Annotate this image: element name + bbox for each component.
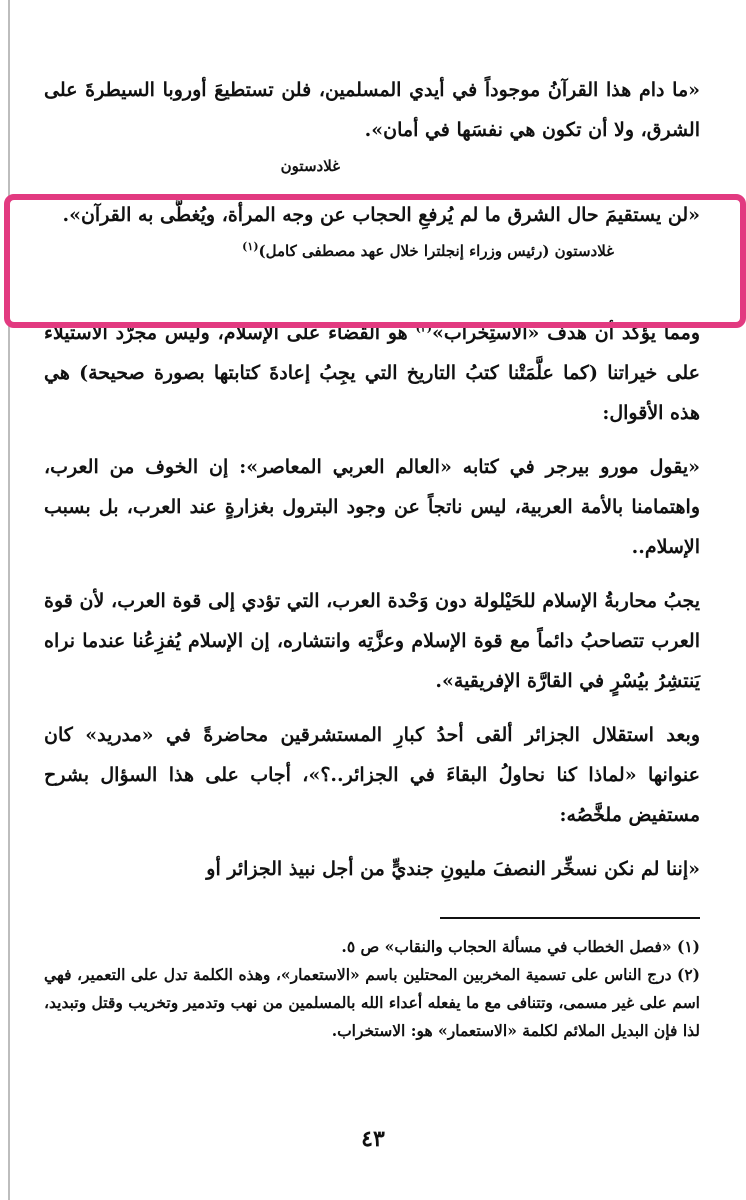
footnote-ref-1: (١)	[242, 240, 259, 253]
paragraph-3-start: ومما يؤكد أن هدف «الاستِخْراب»	[431, 322, 701, 344]
paragraph-4: «يقول مورو بيرجر في كتابه «العالم العربي المعاصر»: إن الخوف من العرب، واهتمامنا بالأمة العربية، ليس ناتجاً عن وجود البترول بغزارةٍ عند العرب، بل بسبب الإسلام..	[44, 456, 700, 558]
footnote-ref-2: (٢)	[415, 321, 432, 335]
paragraph-3	[44, 313, 700, 433]
attribution-2-text: غلادستون (رئيس وزراء إنجلترا خلال عهد مصطفى كامل)	[258, 242, 614, 260]
attribution-1: غلادستون	[280, 157, 340, 175]
book-page	[44, 70, 700, 1045]
paragraph-3-end: هو القضاءُ على الإسلام، وليس مجرَّد الاستيلاء على خيراتنا (كما علَّمَتْنا كتبُ التاريخ التي يجِبُ إعادةَ كتابتها بصورة صحيحة) هي هذه الأقوال:	[44, 322, 700, 424]
paragraph-5: يجبُ محاربةُ الإسلام للحَيْلولة دون وَحْدة العرب، التي تؤدي إلى قوة العرب، لأن قوة العرب تتصاحبُ دائماً مع قوة الإسلام وعزَّتِه وانتشاره، إن الإسلام يُفزِعُنا عندما نراه يَنتشِرُ بيُسْرٍ في القارَّة الإفريقية».	[44, 590, 700, 692]
quote-2: «لن يستقيمَ حال الشرق ما لم يُرفعِ الحجاب عن وجه المرأة، ويُغطَّى به القرآن».	[62, 204, 700, 226]
quote-1: «ما دام هذا القرآنُ موجوداً في أيدي المسلمين، فلن تستطيعَ أوروبا السيطرةَ على الشرق، ولا أن تكون هي نفسَها في أمان».	[44, 79, 700, 141]
page-edge	[8, 0, 10, 1200]
footnote-1: (١) «فصل الخطاب في مسألة الحجاب والنقاب» ص ٥.	[341, 937, 700, 956]
paragraph-7: «إننا لم نكن نسخِّر النصفَ مليونِ جنديٍّ من أجل نبيذ الجزائر أو	[206, 858, 700, 880]
highlight-box	[4, 194, 746, 328]
footnote-divider	[440, 917, 700, 919]
page-number: ٤٣	[361, 1126, 385, 1152]
footnotes	[44, 933, 700, 1045]
footnote-2: (٢) درج الناس على تسمية المخربين المحتلين باسم «الاستعمار»، وهذه الكلمة تدل على التعمير، فهي اسم على غير مسمى، وتتنافى مع ما يفعله أعداء الله بالمسلمين من نهب وتدمير وتخريب وقتل وتبديد، لذا فإن البديل الملائم لكلمة «الاستعمار» هو: الاستخراب.	[44, 965, 700, 1040]
paragraph-6: وبعد استقلال الجزائر ألقى أحدُ كبارِ المستشرقين محاضرةً في «مدريد» كان عنوانها «لماذا كنا نحاولُ البقاءَ في الجزائر..؟»، أجاب على هذا السؤال بشرح مستفيض ملخَّصُه:	[44, 724, 700, 826]
